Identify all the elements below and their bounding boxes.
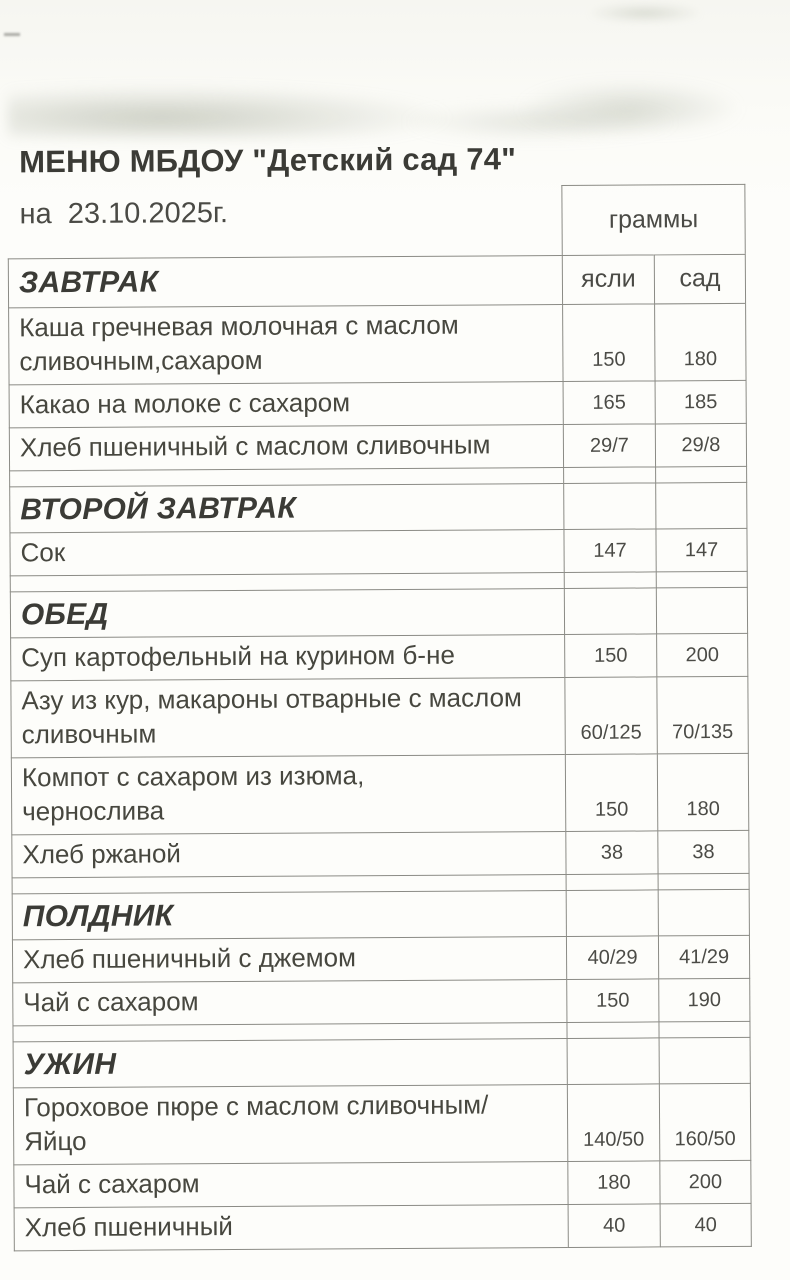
section-sad-empty [656, 588, 748, 635]
spacer-row-yasli [566, 1022, 658, 1039]
portion-yasli: 180 [567, 1161, 659, 1205]
section-yasli-empty [563, 483, 655, 530]
section-yasli-empty [564, 588, 656, 635]
section-sad-empty [658, 890, 750, 937]
menu-item-name: Азу из кур, макароны отварные с маслом сливочным [10, 678, 564, 758]
menu-item-name: Какао на молоке с сахаром [9, 382, 563, 428]
portion-sad: 41/29 [658, 936, 750, 980]
spacer-row-yasli [563, 467, 655, 484]
portion-yasli: 140/50 [567, 1084, 659, 1162]
column-header-sad: сад [654, 254, 746, 305]
portion-sad: 185 [655, 381, 747, 425]
portion-sad: 40 [660, 1204, 752, 1248]
menu-item-name: Хлеб ржаной [11, 832, 565, 878]
portion-yasli: 150 [562, 304, 654, 382]
table-header-left-gap [7, 185, 561, 258]
spacer-row-sad [655, 467, 747, 484]
portion-yasli: 150 [566, 979, 658, 1023]
portion-sad: 38 [657, 831, 749, 875]
section-sad-empty [655, 483, 747, 530]
portion-yasli: 165 [563, 381, 655, 425]
portion-yasli: 147 [563, 529, 655, 573]
menu-item-name: Чай с сахаром [12, 980, 566, 1026]
portion-yasli: 29/7 [563, 424, 655, 468]
portion-yasli: 38 [565, 831, 657, 875]
section-header-2: ОБЕД [10, 589, 564, 638]
section-header-4: УЖИН [13, 1039, 567, 1088]
menu-item-name: Сок [9, 530, 563, 576]
grams-header-cell: граммы [561, 184, 745, 255]
spacer-row-sad [656, 572, 748, 589]
portion-sad: 200 [659, 1161, 751, 1205]
section-yasli-empty [566, 890, 658, 937]
menu-item-name: Хлеб пшеничный [14, 1205, 568, 1251]
menu-item-name: Хлеб пшеничный с джемом [12, 937, 566, 983]
menu-item-name: Гороховое пюре с маслом сливочным/ Яйцо [13, 1085, 567, 1165]
spacer-row-yasli [566, 874, 658, 891]
spacer-row-sad [658, 874, 750, 891]
menu-item-name: Хлеб пшеничный с маслом сливочным [9, 425, 563, 471]
menu-date: на 23.10.2025г. [19, 197, 229, 231]
column-header-yasli: ясли [562, 254, 654, 305]
menu-item-name: Чай с сахаром [13, 1162, 567, 1208]
section-header-3: ПОЛДНИК [12, 891, 566, 940]
portion-sad: 180 [654, 304, 746, 382]
menu-table [7, 184, 751, 1251]
page-title: МЕНЮ МБДОУ "Детский сад 74" [19, 141, 517, 180]
portion-yasli: 150 [564, 634, 656, 678]
menu-item-name: Компот с сахаром из изюма, чернослива [11, 755, 565, 835]
portion-sad: 147 [655, 529, 747, 573]
menu-item-name: Суп картофельный на курином б-не [10, 635, 564, 681]
menu-item-name: Каша гречневая молочная с маслом сливочным,сахаром [8, 305, 562, 385]
section-header-1: ВТОРОЙ ЗАВТРАК [9, 484, 563, 533]
spacer-row-yasli [564, 572, 656, 589]
portion-yasli: 150 [565, 754, 657, 832]
portion-sad: 160/50 [659, 1084, 751, 1162]
section-yasli-empty [567, 1038, 659, 1085]
portion-sad: 70/135 [656, 677, 748, 755]
spacer-row-sad [658, 1022, 750, 1039]
portion-yasli: 40 [568, 1204, 660, 1248]
section-header-0: ЗАВТРАК [8, 255, 562, 308]
portion-yasli: 60/125 [564, 677, 656, 755]
portion-sad: 180 [657, 754, 749, 832]
portion-sad: 190 [658, 979, 750, 1023]
section-sad-empty [659, 1038, 751, 1085]
portion-yasli: 40/29 [566, 936, 658, 980]
portion-sad: 29/8 [655, 424, 747, 468]
portion-sad: 200 [656, 634, 748, 678]
